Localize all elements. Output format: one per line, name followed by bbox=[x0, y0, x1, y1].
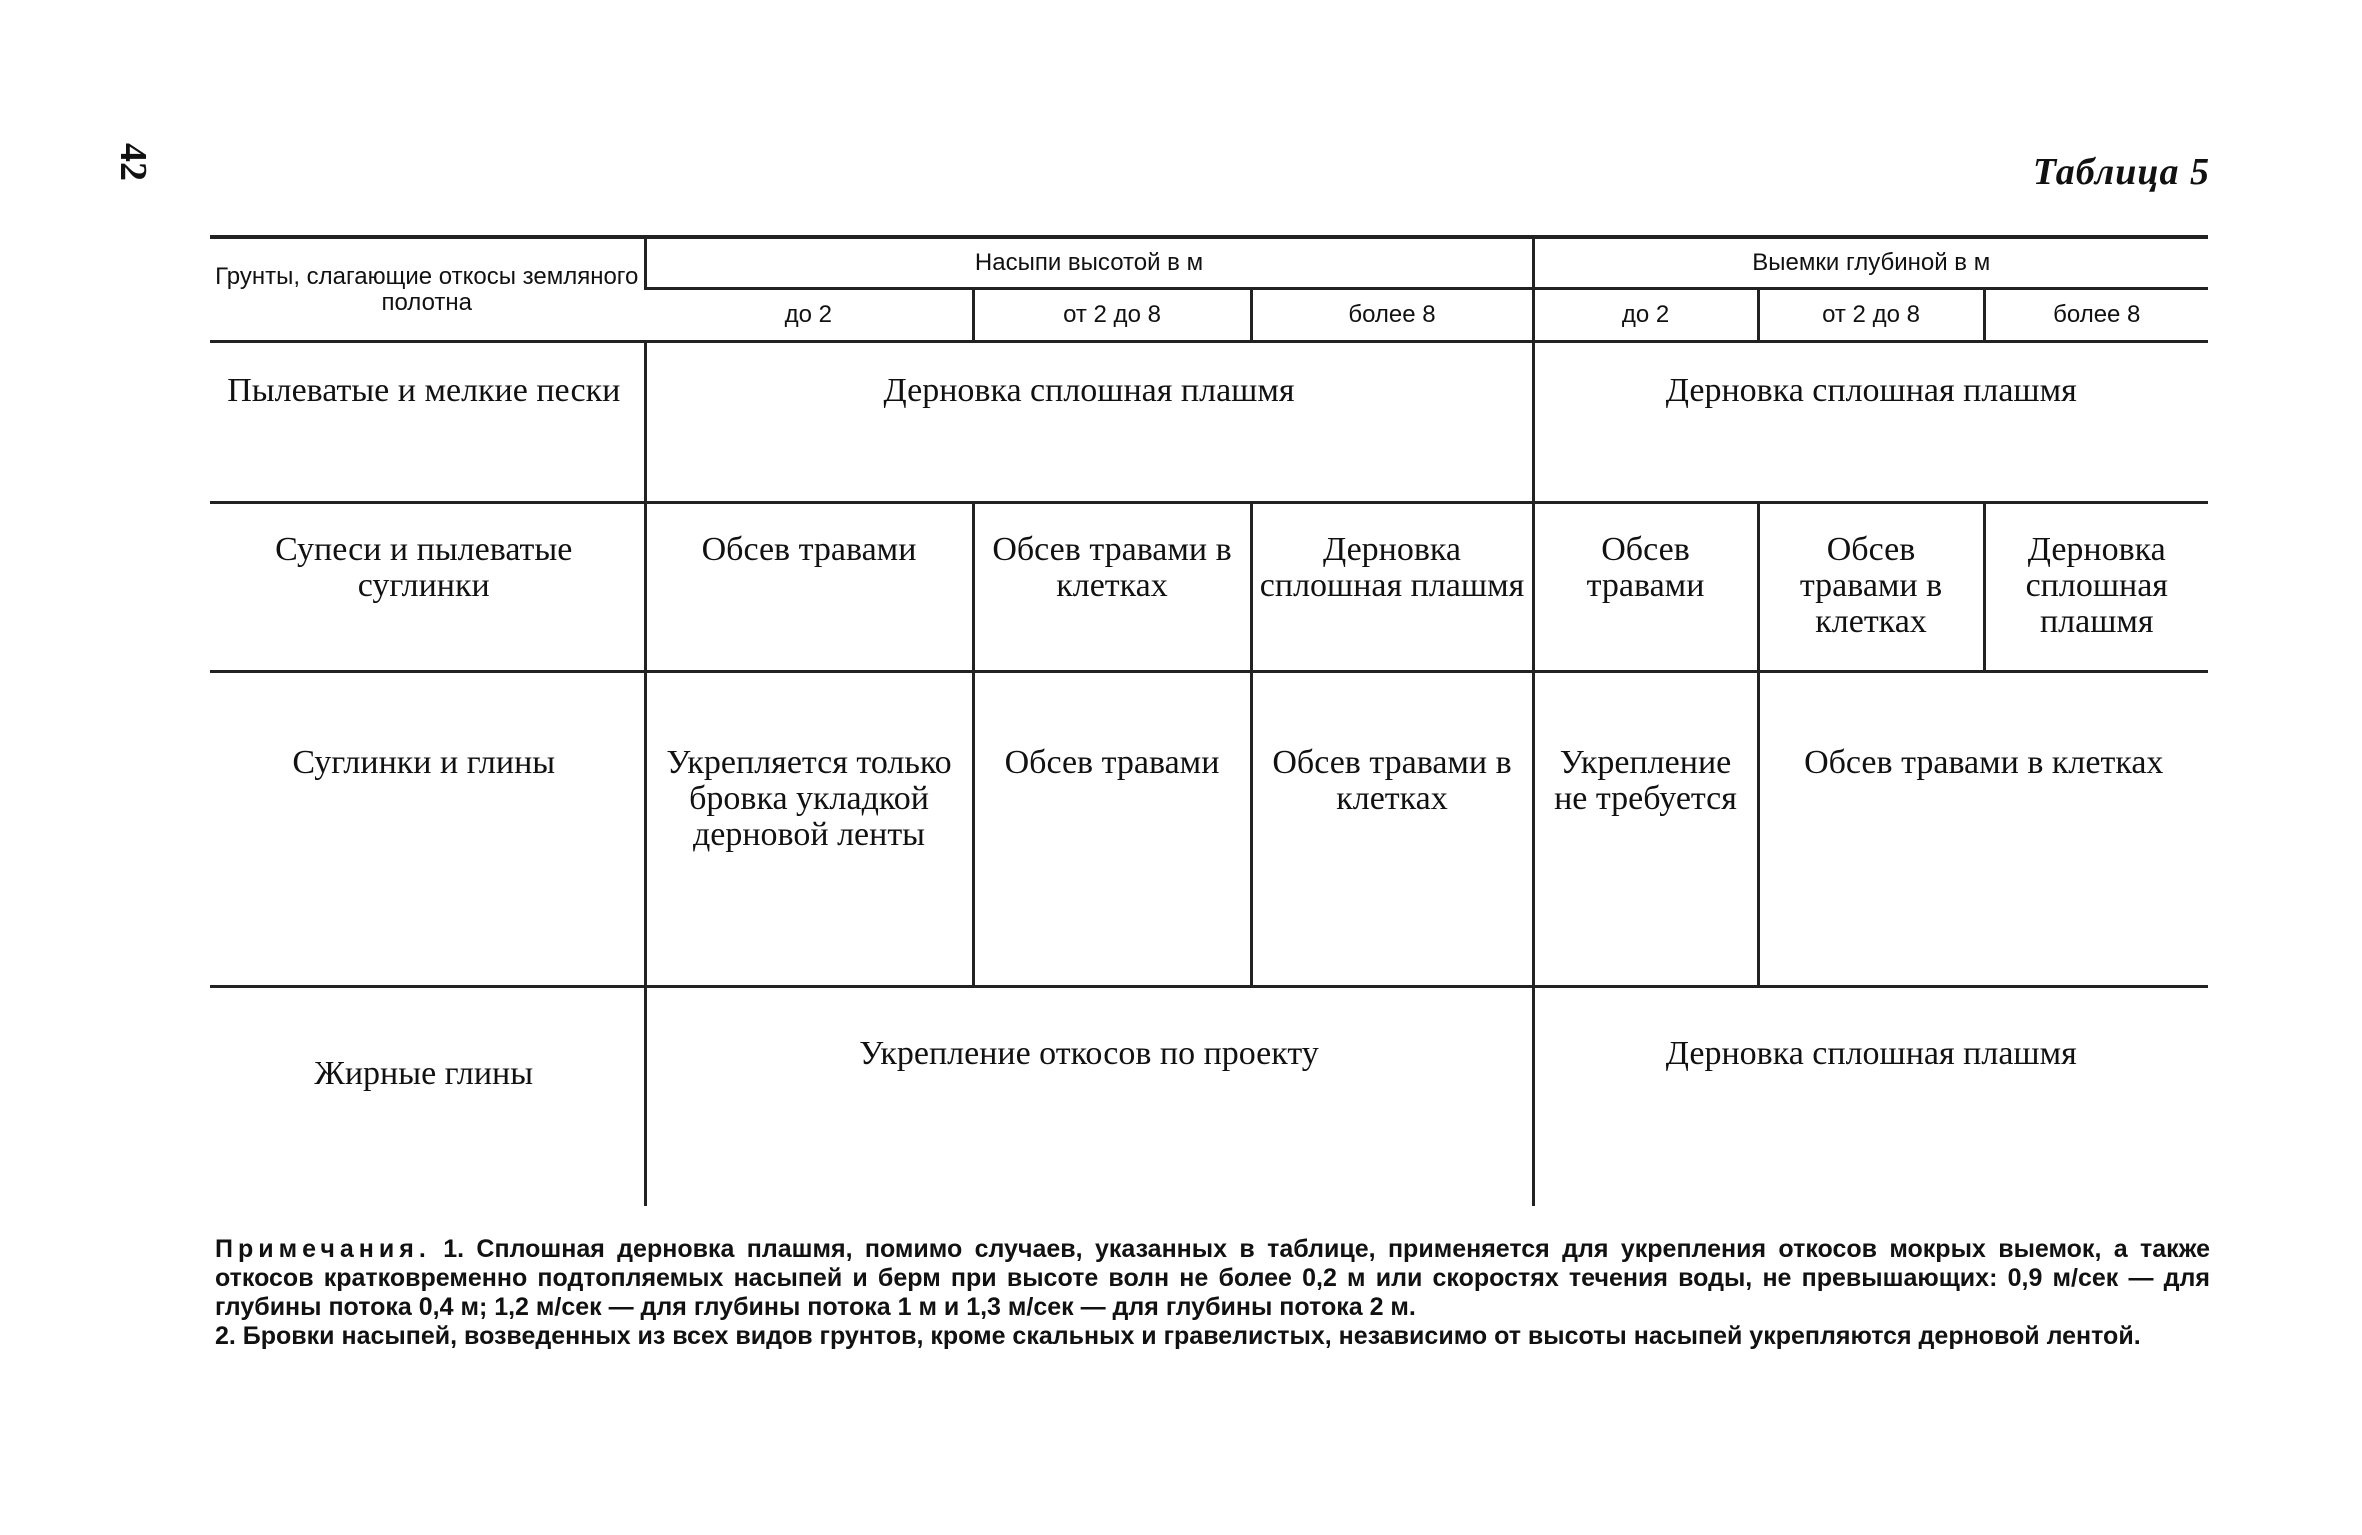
subheader-fill-up-to-2: до 2 bbox=[784, 301, 832, 328]
soil-type-cell: Супеси и пылеватые суглинки bbox=[210, 503, 645, 672]
table-row bbox=[210, 342, 2208, 503]
protection-cell: Обсев травами bbox=[645, 503, 973, 672]
subheader-cut-2-to-8: от 2 до 8 bbox=[1758, 289, 1984, 342]
table-row bbox=[210, 503, 2208, 672]
slope-protection-table bbox=[210, 235, 2208, 1206]
note-1 bbox=[215, 1235, 2210, 1322]
note-2: 2. Бровки насыпей, возведенных из всех видов грунтов, кроме скальных и гравелистых, независимо от высоты насыпей укрепляются дерновой лентой. bbox=[215, 1322, 2141, 1350]
subheader-fill-2-to-8: от 2 до 8 bbox=[973, 289, 1251, 342]
protection-cell: Обсев травами в клетках bbox=[1758, 503, 1984, 672]
subheader-cut-over-8: более 8 bbox=[1984, 289, 2208, 342]
protection-cell: Обсев травами в клетках bbox=[1251, 672, 1533, 987]
table-notes bbox=[215, 1235, 2210, 1351]
page-number: 42 bbox=[112, 143, 154, 181]
protection-cell: Обсев травами в клетках bbox=[1758, 672, 2208, 987]
protection-cell: Обсев травами в клетках bbox=[973, 503, 1251, 672]
fill-protection-cell: Дерновка сплошная плашмя bbox=[645, 342, 1533, 503]
protection-cell: Обсев травами bbox=[973, 672, 1251, 987]
fill-height-header: Насыпи высотой в м bbox=[645, 237, 1533, 289]
cut-protection-cell: Дерновка сплошная плашмя bbox=[1533, 342, 2208, 503]
soil-type-cell: Суглинки и глины bbox=[210, 672, 645, 987]
note-1-text: 1. Сплошная дерновка плашмя, помимо случаев, указанных в таблице, применяется для укрепления откосов мокрых выемок, а также откосов кратковременно подтопляемых насыпей и берм при высоте волн не более 0,2 м или скоростях течения воды, не превышающих: 0,9 м/сек — для глубины потока 0,4 м; 1,2 м/сек — для глубины потока 1 м и 1,3 м/сек — для глубины потока 2 м. bbox=[215, 1235, 2210, 1321]
table-caption: Таблица 5 bbox=[2032, 151, 2210, 193]
protection-cell: Укрепляется только бровка укладкой дерновой ленты bbox=[645, 672, 973, 987]
soil-type-cell: Жирные глины bbox=[210, 987, 645, 1207]
protection-cell: Укрепление не требуется bbox=[1533, 672, 1758, 987]
protection-cell: Дерновка сплошная плашмя bbox=[1984, 503, 2208, 672]
soil-type-cell: Пылеватые и мелкие пески bbox=[210, 342, 645, 503]
soil-column-header: Грунты, слагающие откосы земляного полотна bbox=[210, 237, 645, 342]
protection-cell: Обсев травами bbox=[1533, 503, 1758, 672]
cut-depth-header: Выемки глубиной в м bbox=[1533, 237, 2208, 289]
cut-protection-cell: Дерновка сплошная плашмя bbox=[1533, 987, 2208, 1207]
notes-title: Примечания. bbox=[215, 1235, 431, 1263]
protection-cell: Дерновка сплошная плашмя bbox=[1251, 503, 1533, 672]
table-row bbox=[210, 672, 2208, 987]
subheader-cut-up-to-2: до 2 bbox=[1533, 289, 1758, 342]
fill-protection-cell: Укрепление откосов по проекту bbox=[645, 987, 1533, 1207]
subheader-fill-over-8: более 8 bbox=[1251, 289, 1533, 342]
table-row bbox=[210, 987, 2208, 1207]
